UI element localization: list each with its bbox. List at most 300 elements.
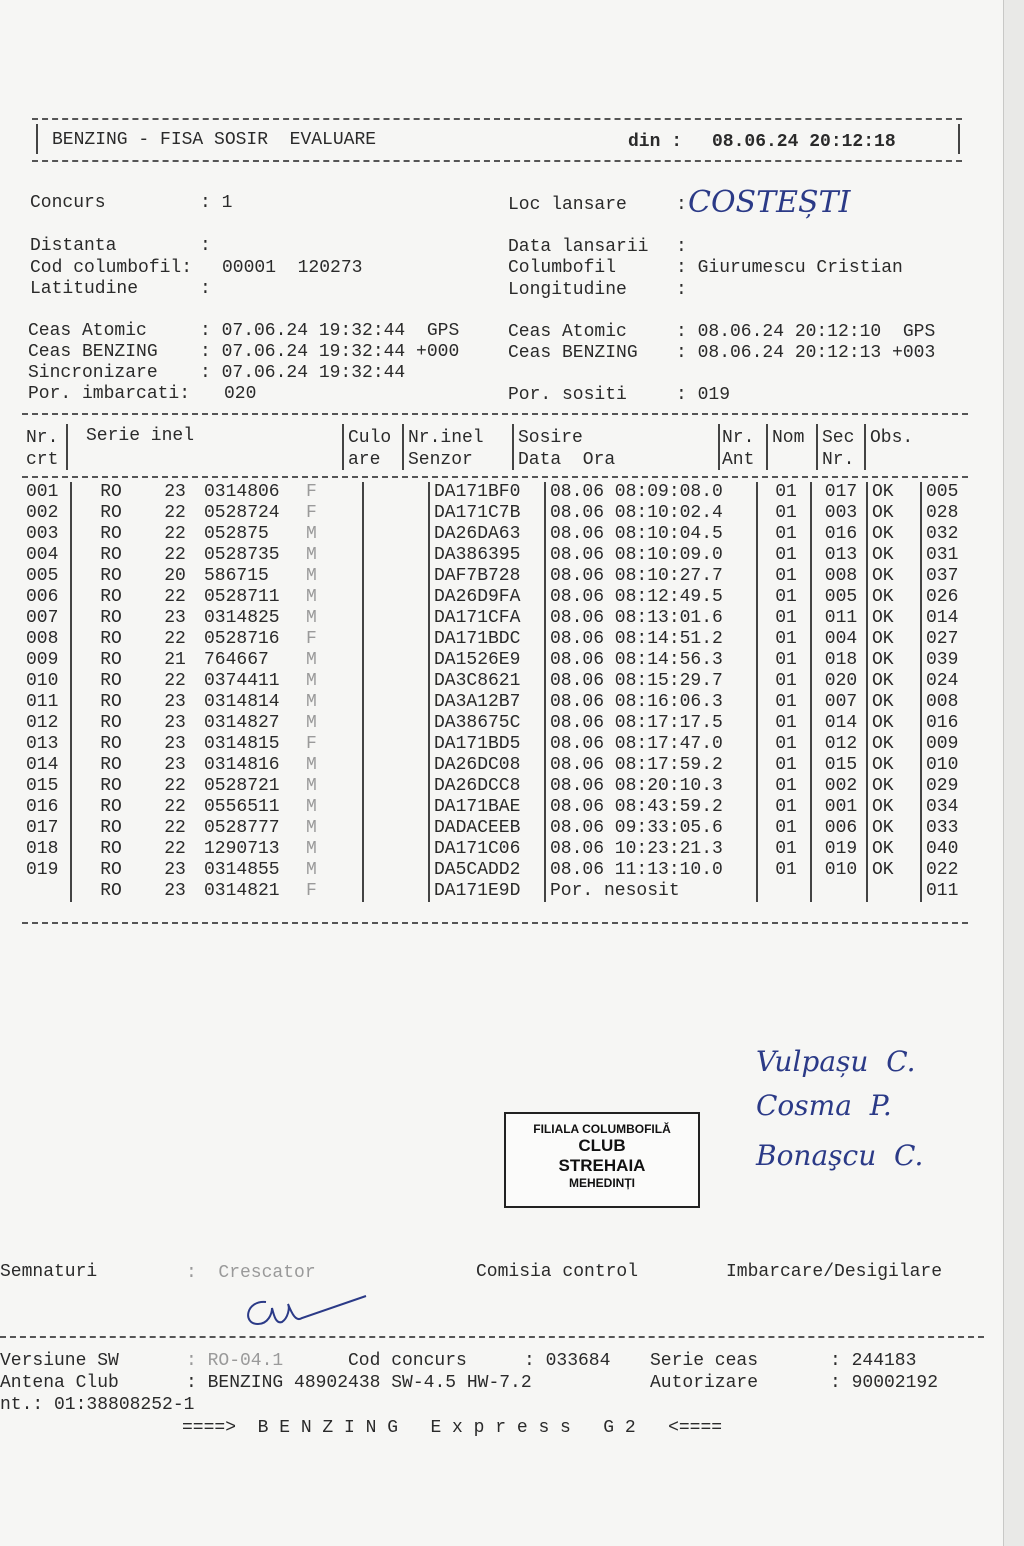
table-row: [22, 587, 986, 608]
club-stamp: [504, 1112, 700, 1208]
row-sensor: DA171BD5: [429, 734, 545, 755]
row-sex: M: [302, 755, 363, 776]
th-sec: Sec: [822, 428, 855, 448]
longitudine-value: :: [676, 280, 687, 300]
row-nr: 003: [22, 524, 71, 545]
row-arrival: 08.06 08:14:51.2: [545, 629, 757, 650]
row-sec: OK: [867, 692, 921, 713]
row-sex: M: [302, 545, 363, 566]
row-sec: OK: [867, 650, 921, 671]
row-ring: 0314815: [204, 734, 280, 754]
row-obs: 024: [926, 671, 959, 691]
distanta-value: :: [200, 236, 211, 256]
row-sensor: DADACEEB: [429, 818, 545, 839]
row-sex: M: [302, 650, 363, 671]
row-color: [363, 755, 429, 776]
row-arrival: 08.06 08:12:49.5: [545, 587, 757, 608]
row-nr: [22, 881, 71, 902]
row-country: RO: [100, 776, 122, 796]
antena-label: Antena Club: [0, 1373, 119, 1393]
row-year: 23: [164, 608, 186, 628]
row-ring: 0528716: [204, 629, 280, 649]
table-header-rule: [22, 476, 968, 478]
row-nom: 008: [811, 566, 867, 587]
ceas-atomic-label: Ceas Atomic: [28, 321, 147, 341]
table-row: [22, 671, 986, 692]
row-arrival: 08.06 11:13:10.0: [545, 860, 757, 881]
row-sex: M: [302, 860, 363, 881]
imbarcati-label: Por. imbarcati:: [28, 384, 191, 404]
ceas-atomic-right-label: Ceas Atomic: [508, 322, 627, 342]
row-sensor: DA386395: [429, 545, 545, 566]
row-nr: 007: [22, 608, 71, 629]
row-antenna: 01: [757, 545, 811, 566]
distanta-label: Distanta: [30, 236, 117, 256]
row-antenna: 01: [757, 818, 811, 839]
row-country: RO: [100, 545, 122, 565]
th-nrant: Nr.: [722, 428, 755, 448]
row-sec: OK: [867, 860, 921, 881]
row-sensor: DA26DCC8: [429, 776, 545, 797]
row-sex: M: [302, 524, 363, 545]
row-country: RO: [100, 692, 122, 712]
row-nom: 014: [811, 713, 867, 734]
th-nr: Nr.: [26, 428, 59, 448]
row-obs: 014: [926, 608, 959, 628]
row-arrival: Por. nesosit: [545, 881, 757, 902]
row-antenna: 01: [757, 608, 811, 629]
row-arrival: 08.06 09:33:05.6: [545, 818, 757, 839]
row-nom: 004: [811, 629, 867, 650]
row-arrival: 08.06 08:17:17.5: [545, 713, 757, 734]
row-sex: M: [302, 818, 363, 839]
row-color: [363, 566, 429, 587]
header-din-label: din :: [628, 132, 683, 152]
row-nr: 011: [22, 692, 71, 713]
table-row: [22, 503, 986, 524]
row-color: [363, 881, 429, 902]
columbofil-label: Columbofil: [508, 258, 617, 278]
row-year: 22: [164, 797, 186, 817]
row-sensor: DA5CADD2: [429, 860, 545, 881]
table-row: [22, 797, 986, 818]
ceas-benzing-left: : 07.06.24 19:32:44 +000: [200, 342, 460, 362]
row-sex: F: [302, 881, 363, 902]
table-row: [22, 482, 986, 503]
row-sec: OK: [867, 776, 921, 797]
col-sep: [718, 424, 720, 470]
latitudine-value: :: [200, 279, 211, 299]
signature-2: Cosma P.: [756, 1089, 892, 1122]
row-color: [363, 587, 429, 608]
table-row: [22, 755, 986, 776]
row-sec: OK: [867, 503, 921, 524]
row-nr: 008: [22, 629, 71, 650]
row-country: RO: [100, 797, 122, 817]
row-arrival: 08.06 08:20:10.3: [545, 776, 757, 797]
row-nr: 014: [22, 755, 71, 776]
row-year: 23: [164, 713, 186, 733]
cod-value: 00001 120273: [222, 258, 363, 278]
row-nr: 006: [22, 587, 71, 608]
th-sosire: Sosire: [518, 428, 583, 448]
row-year: 20: [164, 566, 186, 586]
row-nom: 020: [811, 671, 867, 692]
row-antenna: 01: [757, 503, 811, 524]
cod-concurs-label: Cod concurs: [348, 1351, 467, 1371]
row-antenna: 01: [757, 671, 811, 692]
row-sex: M: [302, 671, 363, 692]
table-row: [22, 881, 986, 902]
concurs-label: Concurs: [30, 193, 106, 213]
th-nom: Nom: [772, 428, 805, 448]
table-row: [22, 524, 986, 545]
col-sep: [816, 424, 818, 470]
header-title: BENZING - FISA SOSIR EVALUARE: [52, 130, 377, 150]
header-right-bar: [958, 124, 960, 154]
row-year: 22: [164, 629, 186, 649]
row-color: [363, 629, 429, 650]
table-row: [22, 776, 986, 797]
row-sec: OK: [867, 713, 921, 734]
row-year: 23: [164, 482, 186, 502]
row-country: RO: [100, 608, 122, 628]
row-sex: M: [302, 692, 363, 713]
row-obs: 031: [926, 545, 959, 565]
row-sensor: DA26DC08: [429, 755, 545, 776]
stamp-line-1: FILIALA COLUMBOFILĂ: [533, 1122, 671, 1136]
sincronizare-label: Sincronizare: [28, 363, 158, 383]
ceas-benzing-label: Ceas BENZING: [28, 342, 158, 362]
row-sex: M: [302, 797, 363, 818]
row-obs: 010: [926, 755, 959, 775]
th-culo: Culo: [348, 428, 392, 448]
row-year: 22: [164, 545, 186, 565]
longitudine-label: Longitudine: [508, 280, 627, 300]
th-are: are: [348, 450, 381, 470]
row-sec: OK: [867, 818, 921, 839]
row-ring: 764667: [204, 650, 269, 670]
serie-ceas-value: : 244183: [830, 1351, 917, 1371]
col-sep: [66, 424, 68, 470]
row-ring: 052875: [204, 524, 269, 544]
antena-value: : BENZING 48902438 SW-4.5 HW-7.2: [186, 1373, 532, 1393]
row-arrival: 08.06 08:14:56.3: [545, 650, 757, 671]
row-sex: M: [302, 713, 363, 734]
paper-edge: [1003, 0, 1024, 1546]
cod-label: Cod columbofil:: [30, 258, 193, 278]
row-sensor: DA171C06: [429, 839, 545, 860]
col-sep: [864, 424, 866, 470]
row-arrival: 08.06 08:16:06.3: [545, 692, 757, 713]
row-year: 23: [164, 881, 186, 901]
row-obs: 034: [926, 797, 959, 817]
versiune-value: : RO-04.1: [186, 1351, 284, 1371]
loc-label: Loc lansare: [508, 195, 627, 215]
express-line: ====> B E N Z I N G E x p r e s s G 2 <====: [182, 1418, 723, 1438]
table-row: [22, 629, 986, 650]
row-year: 23: [164, 860, 186, 880]
row-obs: 033: [926, 818, 959, 838]
table-bottom-rule: [22, 922, 968, 924]
latitudine-label: Latitudine: [30, 279, 139, 299]
row-ring: 0528735: [204, 545, 280, 565]
row-arrival: 08.06 08:17:47.0: [545, 734, 757, 755]
col-sep: [402, 424, 404, 470]
row-ring: 0314816: [204, 755, 280, 775]
row-obs: 026: [926, 587, 959, 607]
footer-rule: [0, 1336, 984, 1338]
row-sec: OK: [867, 545, 921, 566]
ceas-atomic-right: : 08.06.24 20:12:10 GPS: [676, 322, 936, 342]
row-antenna: 01: [757, 482, 811, 503]
row-nr: 019: [22, 860, 71, 881]
row-nr: 002: [22, 503, 71, 524]
row-ring: 0314825: [204, 608, 280, 628]
row-country: RO: [100, 839, 122, 859]
row-nr: 016: [22, 797, 71, 818]
th-nrinel: Nr.inel: [408, 428, 484, 448]
row-antenna: 01: [757, 776, 811, 797]
row-arrival: 08.06 08:10:27.7: [545, 566, 757, 587]
header-top-rule: [32, 118, 962, 120]
row-color: [363, 713, 429, 734]
table-row: [22, 818, 986, 839]
row-country: RO: [100, 629, 122, 649]
sositi-label: Por. sositi: [508, 385, 627, 405]
row-sensor: DA26DA63: [429, 524, 545, 545]
row-nom: 016: [811, 524, 867, 545]
signature-3: Bonaşcu C.: [756, 1139, 924, 1172]
semnaturi-value: : Crescator: [186, 1263, 316, 1283]
row-color: [363, 692, 429, 713]
th-secnr: Nr.: [822, 450, 855, 470]
row-ring: 0374411: [204, 671, 280, 691]
table-row: [22, 692, 986, 713]
ceas-atomic-left: : 07.06.24 19:32:44 GPS: [200, 321, 460, 341]
row-country: RO: [100, 755, 122, 775]
row-arrival: 08.06 08:10:04.5: [545, 524, 757, 545]
row-obs: 039: [926, 650, 959, 670]
row-country: RO: [100, 650, 122, 670]
row-obs: 028: [926, 503, 959, 523]
row-obs: 027: [926, 629, 959, 649]
row-year: 22: [164, 818, 186, 838]
row-sex: F: [302, 734, 363, 755]
row-antenna: 01: [757, 650, 811, 671]
th-data-ora: Data Ora: [518, 450, 616, 470]
row-obs: 037: [926, 566, 959, 586]
row-sex: F: [302, 503, 363, 524]
nt-line: nt.: 01:38808252-1: [0, 1395, 195, 1415]
row-country: RO: [100, 503, 122, 523]
row-country: RO: [100, 524, 122, 544]
row-color: [363, 818, 429, 839]
row-nom: 018: [811, 650, 867, 671]
row-sensor: DA171CFA: [429, 608, 545, 629]
sincronizare-value: : 07.06.24 19:32:44: [200, 363, 406, 383]
row-antenna: 01: [757, 839, 811, 860]
row-ring: 0528721: [204, 776, 280, 796]
row-nom: 012: [811, 734, 867, 755]
header-bottom-rule: [32, 160, 962, 162]
row-antenna: 01: [757, 692, 811, 713]
row-country: RO: [100, 713, 122, 733]
row-color: [363, 608, 429, 629]
row-antenna: 01: [757, 860, 811, 881]
th-ant: Ant: [722, 450, 755, 470]
row-year: 22: [164, 671, 186, 691]
row-ring: 1290713: [204, 839, 280, 859]
row-color: [363, 524, 429, 545]
row-obs: 008: [926, 692, 959, 712]
row-country: RO: [100, 671, 122, 691]
row-obs: 040: [926, 839, 959, 859]
signature-1: Vulpașu C.: [756, 1045, 916, 1078]
row-nom: 002: [811, 776, 867, 797]
th-obs: Obs.: [870, 428, 914, 448]
versiune-label: Versiune SW: [0, 1351, 119, 1371]
row-ring: 0528711: [204, 587, 280, 607]
row-country: RO: [100, 587, 122, 607]
row-country: RO: [100, 566, 122, 586]
row-year: 23: [164, 692, 186, 712]
row-sec: [867, 881, 921, 902]
row-obs: 032: [926, 524, 959, 544]
imbarcare-label: Imbarcare/Desigilare: [726, 1262, 943, 1282]
row-nom: 017: [811, 482, 867, 503]
row-sec: OK: [867, 566, 921, 587]
th-senzor: Senzor: [408, 450, 473, 470]
cod-concurs-value: : 033684: [524, 1351, 611, 1371]
row-nom: 005: [811, 587, 867, 608]
row-country: RO: [100, 818, 122, 838]
data-lansarii-label: Data lansarii: [508, 237, 649, 257]
row-sex: M: [302, 566, 363, 587]
row-sec: OK: [867, 629, 921, 650]
row-sec: OK: [867, 482, 921, 503]
stamp-line-4: MEHEDINȚI: [569, 1176, 635, 1190]
row-nr: 005: [22, 566, 71, 587]
row-sensor: DA171C7B: [429, 503, 545, 524]
row-obs: 011: [926, 881, 959, 901]
row-sensor: DA171BDC: [429, 629, 545, 650]
row-arrival: 08.06 08:10:02.4: [545, 503, 757, 524]
row-color: [363, 776, 429, 797]
col-sep: [512, 424, 514, 470]
row-sensor: DA171E9D: [429, 881, 545, 902]
row-antenna: 01: [757, 755, 811, 776]
row-nr: 001: [22, 482, 71, 503]
table-row: [22, 650, 986, 671]
row-nr: 009: [22, 650, 71, 671]
row-antenna: 01: [757, 524, 811, 545]
loc-handwritten: COSTEȘTI: [688, 185, 851, 220]
row-nom: 010: [811, 860, 867, 881]
row-nr: 018: [22, 839, 71, 860]
th-serie: Serie inel: [86, 426, 195, 446]
columbofil-value: : Giurumescu Cristian: [676, 258, 903, 278]
row-nom: 001: [811, 797, 867, 818]
ceas-benzing-right-label: Ceas BENZING: [508, 343, 638, 363]
row-sensor: DA3C8621: [429, 671, 545, 692]
row-country: RO: [100, 860, 122, 880]
autorizare-value: : 90002192: [830, 1373, 939, 1393]
serie-ceas-label: Serie ceas: [650, 1351, 759, 1371]
row-arrival: 08.06 08:17:59.2: [545, 755, 757, 776]
row-ring: 0314827: [204, 713, 280, 733]
row-sec: OK: [867, 797, 921, 818]
row-year: 23: [164, 755, 186, 775]
row-color: [363, 650, 429, 671]
row-ring: 0528777: [204, 818, 280, 838]
row-sec: OK: [867, 839, 921, 860]
row-sec: OK: [867, 587, 921, 608]
row-antenna: 01: [757, 629, 811, 650]
crescator-signature-icon: [236, 1294, 376, 1338]
row-antenna: 01: [757, 797, 811, 818]
row-color: [363, 482, 429, 503]
row-antenna: 01: [757, 566, 811, 587]
row-sex: M: [302, 776, 363, 797]
col-sep: [342, 424, 344, 470]
row-sec: OK: [867, 524, 921, 545]
loc-value: :: [676, 195, 687, 215]
semnaturi-label: Semnaturi: [0, 1262, 98, 1282]
row-year: 21: [164, 650, 186, 670]
row-nom: 006: [811, 818, 867, 839]
row-year: 22: [164, 503, 186, 523]
row-antenna: 01: [757, 734, 811, 755]
row-color: [363, 839, 429, 860]
row-sec: OK: [867, 734, 921, 755]
row-nr: 017: [22, 818, 71, 839]
row-ring: 0528724: [204, 503, 280, 523]
row-ring: 586715: [204, 566, 269, 586]
row-nr: 015: [22, 776, 71, 797]
row-sex: M: [302, 587, 363, 608]
th-crt: crt: [26, 450, 59, 470]
row-color: [363, 503, 429, 524]
row-country: RO: [100, 482, 122, 502]
table-row: [22, 839, 986, 860]
row-antenna: [757, 881, 811, 902]
row-sex: F: [302, 482, 363, 503]
comisia-label: Comisia control: [476, 1262, 639, 1282]
row-nr: 004: [22, 545, 71, 566]
stamp-line-3: STREHAIA: [558, 1156, 646, 1175]
imbarcati-value: 020: [224, 384, 257, 404]
row-sensor: DAF7B728: [429, 566, 545, 587]
row-year: 22: [164, 524, 186, 544]
row-sensor: DA3A12B7: [429, 692, 545, 713]
table-top-rule: [22, 413, 968, 415]
table-row: [22, 545, 986, 566]
row-obs: 022: [926, 860, 959, 880]
row-country: RO: [100, 881, 122, 901]
row-arrival: 08.06 08:13:01.6: [545, 608, 757, 629]
row-year: 23: [164, 734, 186, 754]
row-arrival: 08.06 08:15:29.7: [545, 671, 757, 692]
table-row: [22, 566, 986, 587]
row-nom: 019: [811, 839, 867, 860]
autorizare-label: Autorizare: [650, 1373, 759, 1393]
row-year: 22: [164, 839, 186, 859]
row-antenna: 01: [757, 713, 811, 734]
row-nom: 013: [811, 545, 867, 566]
row-arrival: 08.06 08:10:09.0: [545, 545, 757, 566]
col-sep: [766, 424, 768, 470]
